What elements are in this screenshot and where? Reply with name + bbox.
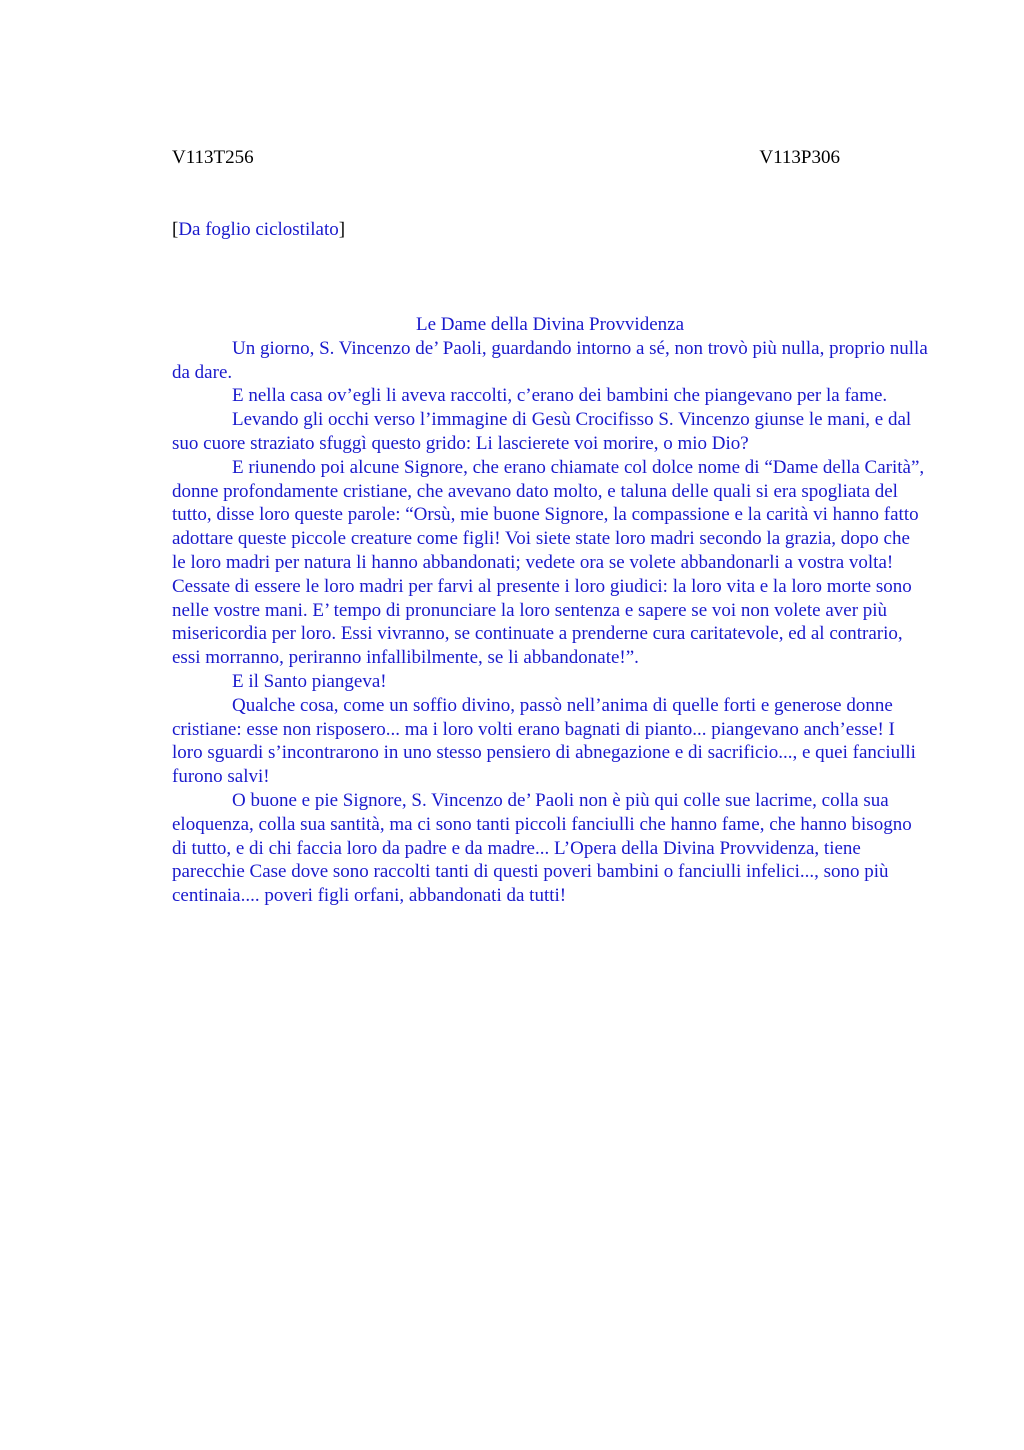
volume-code-right: V113P306	[759, 147, 840, 168]
article-body	[172, 313, 928, 908]
paragraph-2: E nella casa ov’egli li aveva raccolti, c’erano dei bambini che piangevano per la fame.	[232, 385, 888, 407]
paragraph-1: Un giorno, S. Vincenzo de’ Paoli, guardando intorno a sé, non trovò più nulla, proprio nulla da dare.	[172, 337, 928, 383]
document-codes	[172, 146, 840, 170]
article-title: Le Dame della Divina Provvidenza	[415, 314, 684, 335]
paragraph-4: E riunendo poi alcune Signore, che erano chiamate col dolce nome di “Dame della Carità”, donne profondamente cristiane, che avevano dato molto, e taluna delle quali si era spogliata del tutto, disse loro queste parole: “Orsù, mie buone Signore, la compassione e la carità vi hanno fatto adottare queste piccole creature come figli! Voi siete state loro madri secondo la grazia, dopo che le loro madri per natura li hanno abbandonati; vedete ora se volete abbandonarli a vostra volta! Cessate di essere le loro madri per farvi al presente i loro giudici: la loro vita e la loro morte sono nelle vostre mani. E’ tempo di pronunciare la loro sentenza e sapere se voi non volete aver più misericordia per loro. Essi vivranno, se continuate a prenderne cura caritatevole, ed al contrario, essi morranno, periranno infallibilmente, se li abbandonate!”.	[172, 456, 925, 669]
volume-code-left: V113T256	[172, 147, 254, 168]
source-note-open-bracket: [	[172, 219, 179, 240]
paragraph-7: O buone e pie Signore, S. Vincenzo de’ Paoli non è più qui colle sue lacrime, colla sua eloquenza, colla sua santità, ma ci sono tanti piccoli fanciulli che hanno fame, che hanno bisogno di tutto, e di chi faccia loro da padre e da madre... L’Opera della Divina Provvidenza, tiene parecchie Case dove sono raccolti tanti di questi poveri bambini o fanciulli infelici..., sono più centinaia.... poveri figli orfani, abbandonati da tutti!	[172, 789, 912, 907]
paragraph-3: Levando gli occhi verso l’immagine di Gesù Crocifisso S. Vincenzo giunse le mani, e dal suo cuore straziato sfuggì questo grido: Li lascierete voi morire, o mio Dio?	[172, 409, 912, 454]
source-note	[172, 218, 345, 242]
paragraph-6: Qualche cosa, come un soffio divino, passò nell’anima di quelle forti e generose donne cristiane: esse non risposero... ma i loro volti erano bagnati di pianto... piangevano anch’esse! I loro sguardi s’incontrarono in uno stesso pensiero di abnegazione e di sacrificio..., e quei fanciulli furono salvi!	[172, 694, 916, 788]
paragraph-5: E il Santo piangeva!	[232, 670, 387, 692]
source-note-text: Da foglio ciclostilato	[178, 219, 339, 240]
source-note-close-bracket: ]	[338, 219, 346, 240]
